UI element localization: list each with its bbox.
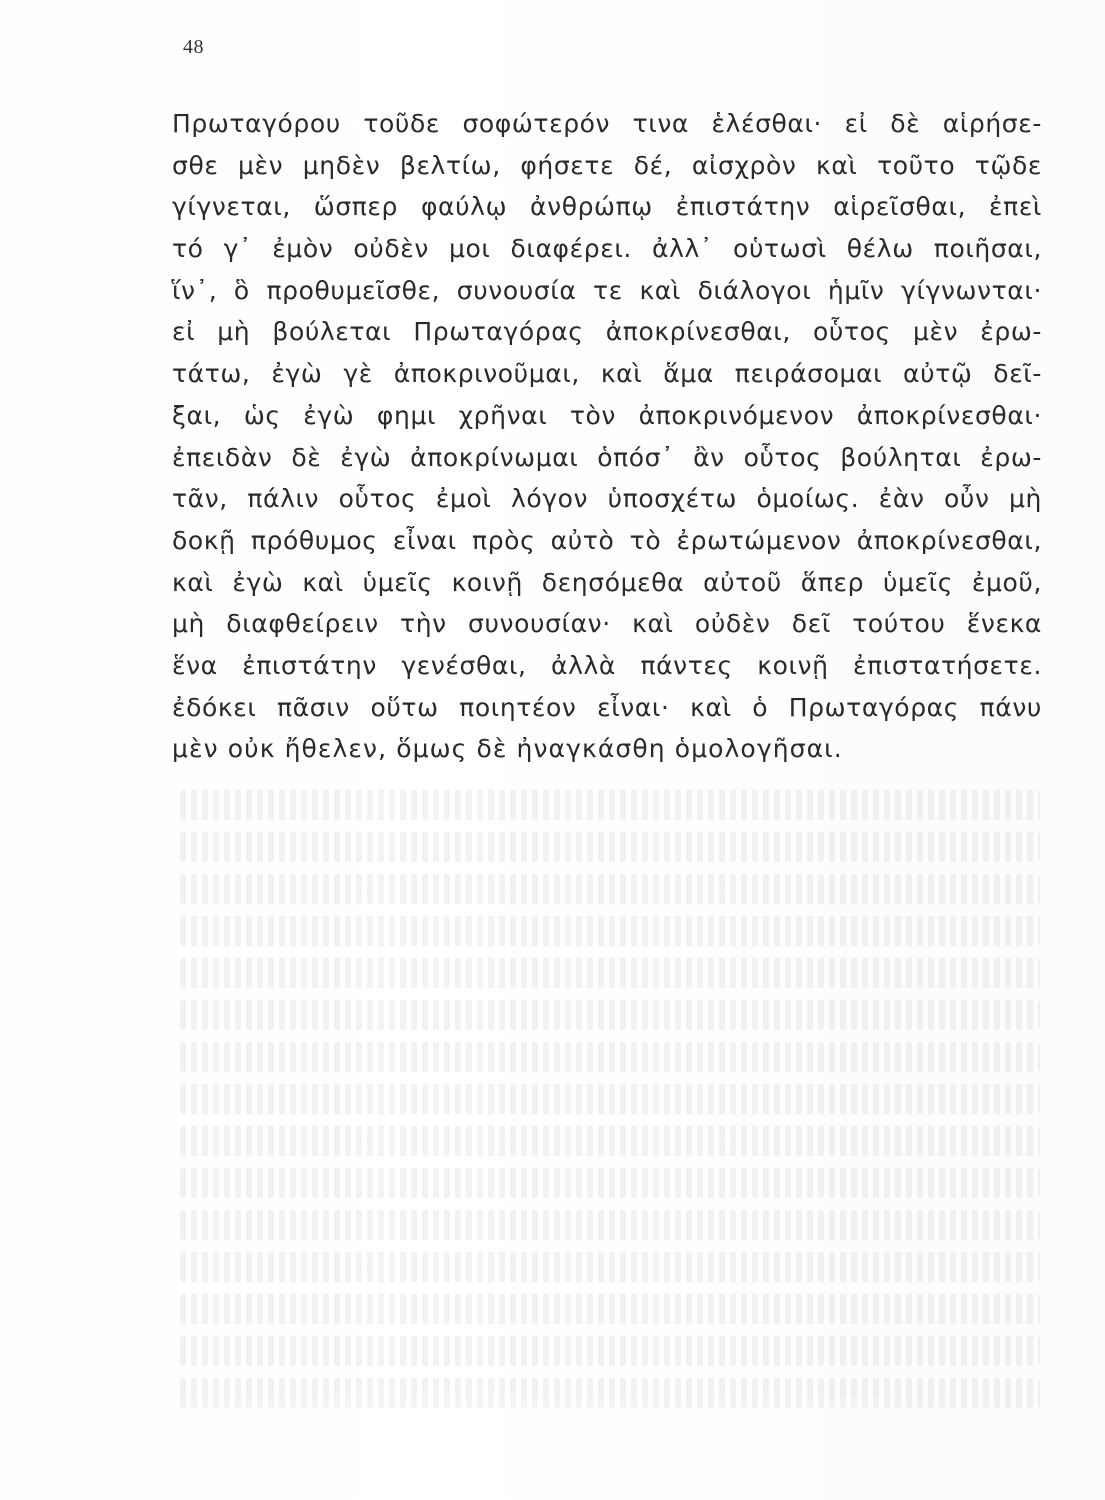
text-line: μὴ διαφθείρειν τὴν συνουσίαν· καὶ οὐδὲν δεῖ τούτου ἕνεκα [172, 609, 1042, 639]
text-line: γίγνεται, ὥσπερ φαύλῳ ἀνθρώπῳ ἐπιστάτην αἱρεῖσθαι, ἐπεὶ [172, 192, 1042, 222]
body-text-block [172, 103, 1042, 770]
text-line: ξαι, ὡς ἐγὼ φημι χρῆναι τὸν ἀποκρινόμενον ἀποκρίνεσθαι· [172, 400, 1042, 430]
text-line: τάτω, ἐγὼ γὲ ἀποκρινοῦμαι, καὶ ἅμα πειράσομαι αὐτῷ δεῖ- [172, 359, 1042, 389]
text-line: τό γ᾽ ἐμὸν οὐδὲν μοι διαφέρει. ἀλλ᾽ οὑτωσὶ θέλω ποιῆσαι, [172, 234, 1042, 264]
text-line: ἐπειδὰν δὲ ἐγὼ ἀποκρίνωμαι ὁπόσ᾽ ἂν οὗτος βούληται ἐρω- [172, 442, 1042, 472]
ghost-line [180, 874, 1040, 904]
text-line: εἰ μὴ βούλεται Πρωταγόρας ἀποκρίνεσθαι, οὗτος μὲν ἐρω- [172, 317, 1042, 347]
ghost-line [180, 1336, 1040, 1366]
ghost-line [180, 1042, 1040, 1072]
text-line: ἕνα ἐπιστάτην γενέσθαι, ἀλλὰ πάντες κοινῇ ἐπιστατήσετε. [172, 650, 1042, 680]
text-line: σθε μὲν μηδὲν βελτίω, φήσετε δέ, αἰσχρὸν καὶ τοῦτο τῷδε [172, 150, 1042, 180]
ghost-line [180, 958, 1040, 988]
ghost-line [180, 916, 1040, 946]
ghost-line [180, 790, 1040, 820]
text-line: Πρωταγόρου τοῦδε σοφώτερόν τινα ἑλέσθαι· εἰ δὲ αἱρήσε- [172, 109, 1042, 138]
text-line: ἵν᾽, ὃ προθυμεῖσθε, συνουσία τε καὶ διάλογοι ἡμῖν γίγνωνται· [172, 275, 1042, 305]
paper-show-through [180, 790, 1040, 1490]
text-line: δοκῇ πρόθυμος εἶναι πρὸς αὐτὸ τὸ ἐρωτώμενον ἀποκρίνεσθαι, [172, 525, 1042, 555]
ghost-line [180, 1378, 1040, 1408]
ghost-line [180, 1252, 1040, 1282]
ghost-line [180, 1294, 1040, 1324]
text-line: ἐδόκει πᾶσιν οὕτω ποιητέον εἶναι· καὶ ὁ Πρωταγόρας πάνυ [172, 692, 1042, 722]
text-line: τᾶν, πάλιν οὗτος ἐμοὶ λόγον ὑποσχέτω ὁμοίως. ἐὰν οὖν μὴ [172, 484, 1042, 514]
text-line-last: μὲν οὐκ ἤθελεν, ὅμως δὲ ἠναγκάσθη ὁμολογῆσαι. [172, 734, 843, 764]
page-number: 48 [183, 36, 204, 58]
ghost-line [180, 1168, 1040, 1198]
ghost-line [180, 1000, 1040, 1030]
ghost-line [180, 1210, 1040, 1240]
ghost-line [180, 1084, 1040, 1114]
ghost-line [180, 832, 1040, 862]
text-line: καὶ ἐγὼ καὶ ὑμεῖς κοινῇ δεησόμεθα αὐτοῦ ἅπερ ὑμεῖς ἐμοῦ, [172, 567, 1042, 597]
ghost-line [180, 1126, 1040, 1156]
